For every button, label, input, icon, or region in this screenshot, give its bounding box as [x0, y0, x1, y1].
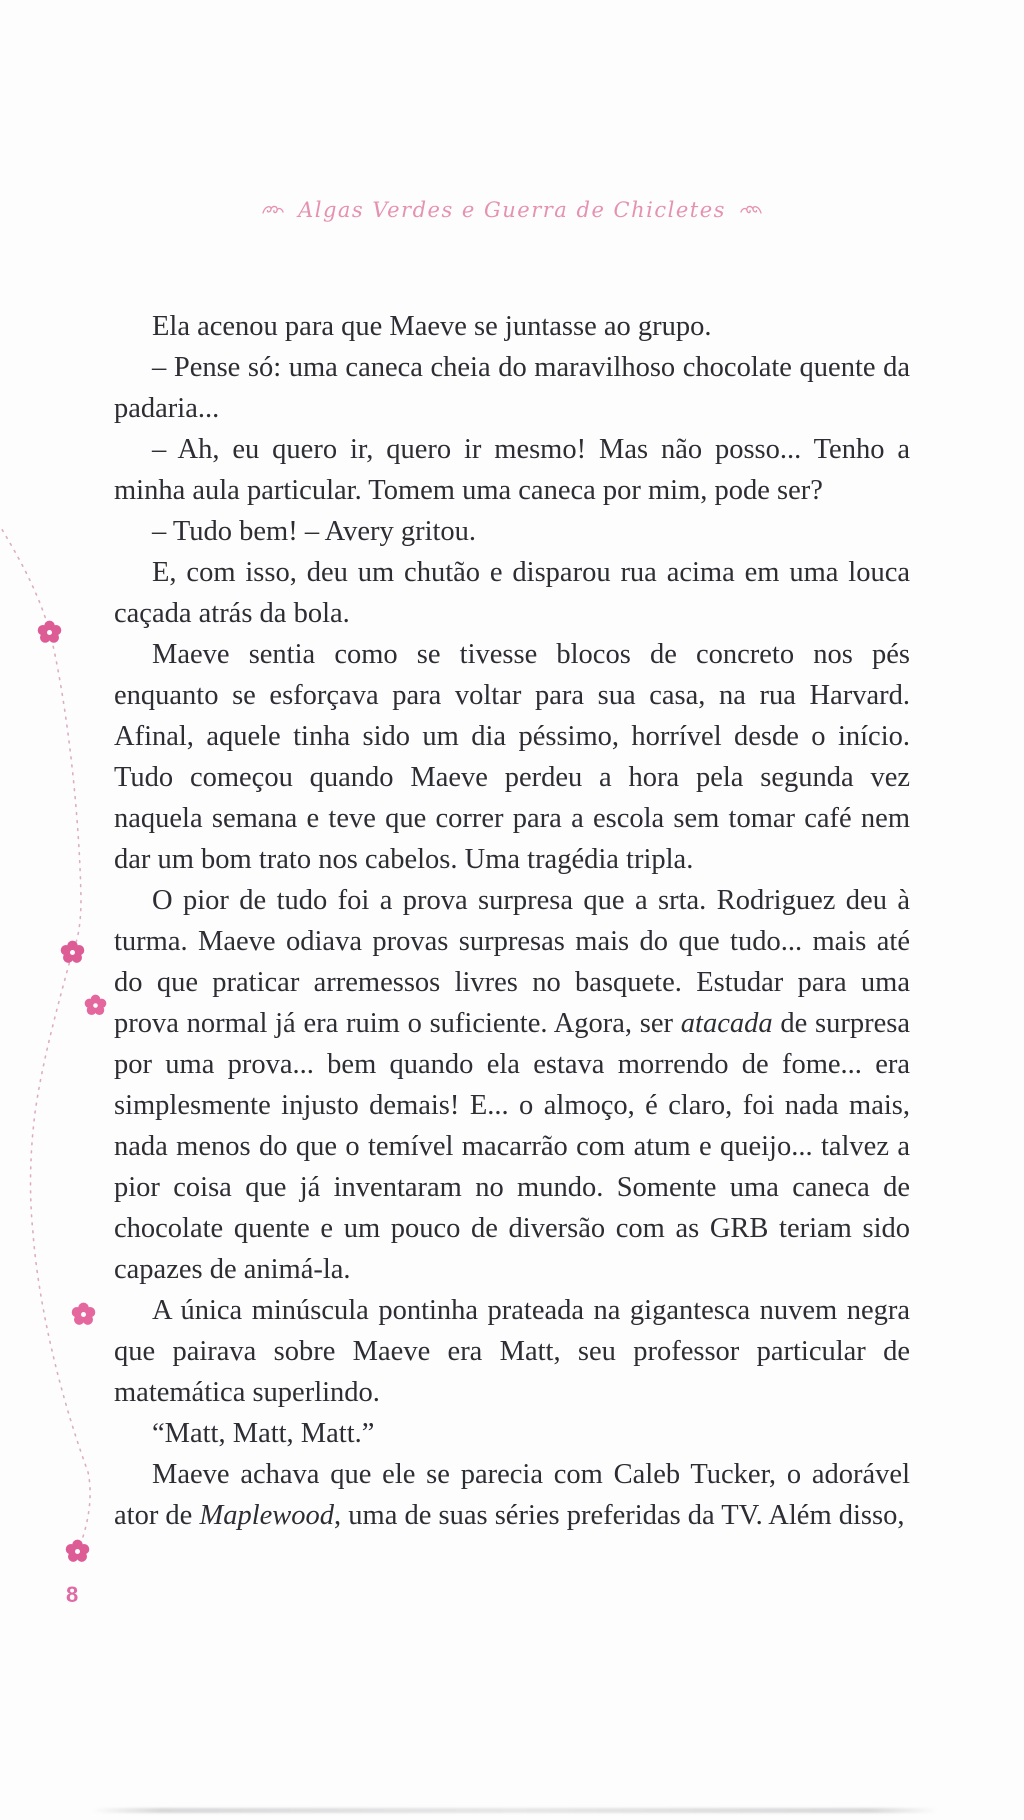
text-segment: Ela acenou para que Maeve se juntasse ao grupo. [152, 311, 712, 342]
text-segment: Maeve sentia como se tivesse blocos de concreto nos pés enquanto se esforçava para voltar para sua casa, na rua Harvard. Afinal, aquele tinha sido um dia péssimo, horrível desde o início. Tudo começou quando Maeve perdeu a hora pela segunda vez naquela semana e teve que correr para a escola sem tomar café nem dar um bom trato nos cabelos. Uma tragédia tripla. [114, 639, 910, 875]
paragraph [114, 1413, 910, 1454]
paragraph [114, 1454, 910, 1536]
italic-text-segment: Maplewood [199, 1500, 335, 1531]
text-segment: de surpresa por uma prova... bem quando ela estava morrendo de fome... era simplesmente injusto demais! E... o almoço, é claro, foi nada mais, nada menos do que o temível macarrão com atum e queijo... talvez a pior coisa que já inventaram no mundo. Somente uma caneca de chocolate quente e um pouco de diversão com as GRB teriam sido capazes de animá-la. [114, 1008, 911, 1285]
paragraph [114, 511, 910, 552]
paragraph [114, 552, 910, 634]
text-segment: Maeve achava que ele se parecia com Caleb Tucker, o adorável ator de [114, 1459, 910, 1531]
page-scan-edge [92, 1808, 938, 1813]
text-segment: – Tudo bem! – Avery gritou. [152, 516, 477, 547]
header-right-flourish-icon [740, 203, 762, 217]
paragraph [114, 306, 910, 347]
flower-icon [65, 1539, 90, 1564]
paragraph [114, 429, 910, 511]
paragraph [114, 634, 910, 880]
paragraph [114, 347, 910, 429]
flower-icon [71, 1302, 96, 1327]
header-left-flourish-icon [262, 203, 284, 217]
running-head-title: Algas Verdes e Guerra de Chicletes [298, 198, 726, 222]
flower-icon [60, 940, 85, 965]
text-segment: “Matt, Matt, Matt.” [152, 1418, 375, 1449]
text-segment: – Pense só: uma caneca cheia do maravilhoso chocolate quente da padaria... [114, 352, 910, 424]
text-segment: – Ah, eu quero ir, quero ir mesmo! Mas não posso... Tenho a minha aula particular. Tomem uma caneca por mim, pode ser? [114, 434, 910, 506]
flower-icon [37, 620, 62, 645]
flower-icon [84, 994, 107, 1017]
body-text [114, 306, 910, 1536]
paragraph [114, 880, 910, 1290]
text-segment: E, com isso, deu um chutão e disparou rua acima em uma louca caçada atrás da bola. [114, 557, 910, 629]
text-segment: , uma de suas séries preferidas da TV. Além disso, [334, 1500, 905, 1531]
paragraph [114, 1290, 910, 1413]
text-segment: A única minúscula pontinha prateada na gigantesca nuvem negra que pairava sobre Maeve era Matt, seu professor particular de matemática superlindo. [114, 1295, 910, 1408]
page-number: 8 [66, 1582, 79, 1607]
text-segment: O pior de tudo foi a prova surpresa que a srta. Rodriguez deu à turma. Maeve odiava provas surpresas mais do que tudo... mais até do que praticar arremessos livres no basquete. Estudar para uma prova normal já era ruim o suficiente. Agora, ser [114, 885, 910, 1039]
italic-text-segment: atacada [680, 1008, 773, 1039]
chapter-header [0, 198, 1024, 222]
